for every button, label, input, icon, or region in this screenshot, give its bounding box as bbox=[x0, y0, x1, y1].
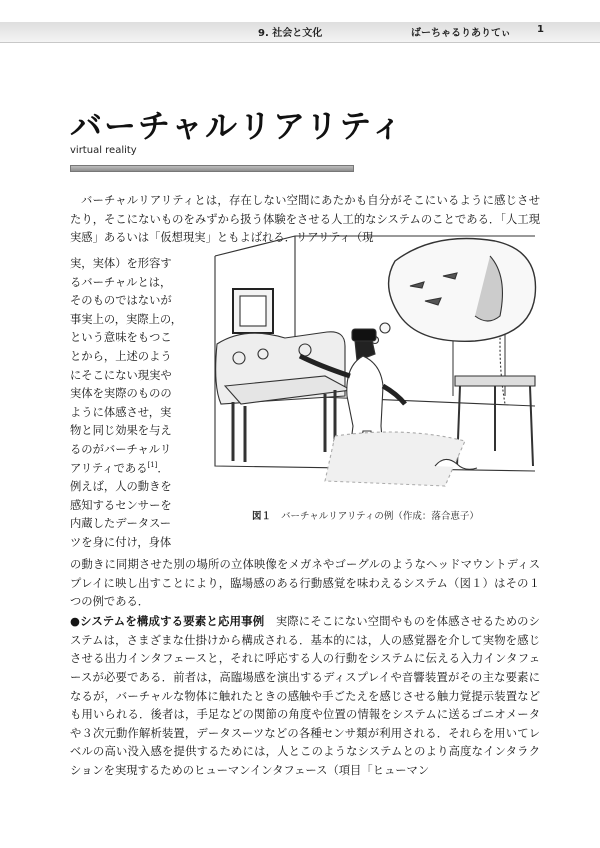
column-line-with-ref: アリティである[1]． bbox=[70, 460, 169, 475]
article-subtitle: virtual reality bbox=[70, 145, 137, 156]
wrapped-column bbox=[70, 255, 188, 553]
column-line: という意味をもつこ bbox=[70, 331, 172, 345]
column-line: にそこにない現実や bbox=[70, 368, 172, 382]
column-line: 感知するセンサーを bbox=[70, 498, 172, 512]
intro-paragraph: バーチャルリアリティとは，存在しない空間にあたかも自分がそこにいるように感じさせたり，そこにないものをみずから扱う体験をさせる人工的なシステムのことである．「人工現実感」あるいは「仮想現実」ともよばれる．リアリティ（現 bbox=[70, 194, 540, 245]
column-line: 内蔵したデータスー bbox=[70, 517, 172, 531]
title-rule bbox=[70, 165, 354, 172]
section-paragraph bbox=[70, 612, 540, 780]
column-line: 事実上の，実際上の， bbox=[70, 312, 183, 326]
column-line: 例えば，人の動きを bbox=[70, 480, 172, 494]
article-title: バーチャルリアリティ bbox=[70, 107, 405, 145]
section-body: 実際にそこにない空間やものを体感させるためのシステムは，さまざまな仕掛けから構成される．基本的には，人の感覚器を介して実物を感じさせる出力インタフェースと，それに呼応する人の行動をシステムに伝える入力インタフェースが必要である．前者は，高臨場感を演出するディスプレイや音響装置がその主な要素になるが，バーチャルな物体に触れたときの感触や手ごたえを感じさせる触力覚提示装置なども用いられる．後者は，手足などの関節の角度や位置の情報をシステムに送るゴニオメータや３次元動作解析装置，データスーツなどの各種センサ類が利用される．それらを用いてレベルの高い没入感を提供するためには，人とこのようなシステムとのより高度なインタラクションを実現するためのヒューマンインタフェース（項目「ヒューマン bbox=[70, 615, 540, 778]
column-line: るバーチャルとは， bbox=[70, 275, 172, 289]
section-heading: ●システムを構成する要素と応用事例 bbox=[70, 614, 265, 629]
continuation-paragraph: の動きに同期させた別の場所の立体映像をメガネやゴーグルのようなヘッドマウントディスプレイに映し出すことにより，臨場感のある行動感覚を味わえるシステム（図１）はその１つの例である． bbox=[70, 558, 540, 609]
vr-illustration bbox=[205, 226, 540, 496]
chapter-label: 9. 社会と文化 bbox=[258, 28, 323, 39]
figure-caption-text: バーチャルリアリティの例（作成：落合恵子） bbox=[281, 511, 479, 522]
column-line: アリティである bbox=[70, 461, 148, 475]
column-line: るのがバーチャルリ bbox=[70, 442, 172, 456]
figure-label: 図１ bbox=[252, 511, 272, 522]
column-line: 実体を実際のものの bbox=[70, 387, 172, 401]
column-line: とから，上述のよう bbox=[70, 349, 172, 363]
column-line: ツを身に付け，身体 bbox=[70, 535, 172, 549]
column-line: そのものではないが bbox=[70, 294, 172, 308]
page-number: 1 bbox=[537, 24, 544, 35]
column-line: ように体感させ，実 bbox=[70, 405, 172, 419]
figure-caption bbox=[252, 508, 512, 522]
column-line: 実，実体）を形容す bbox=[70, 257, 172, 270]
running-word: ばーちゃるりありてぃ bbox=[411, 28, 511, 39]
column-line: 物と同じ効果を与え bbox=[70, 424, 172, 438]
reference-mark[interactable]: [1] bbox=[147, 460, 158, 469]
